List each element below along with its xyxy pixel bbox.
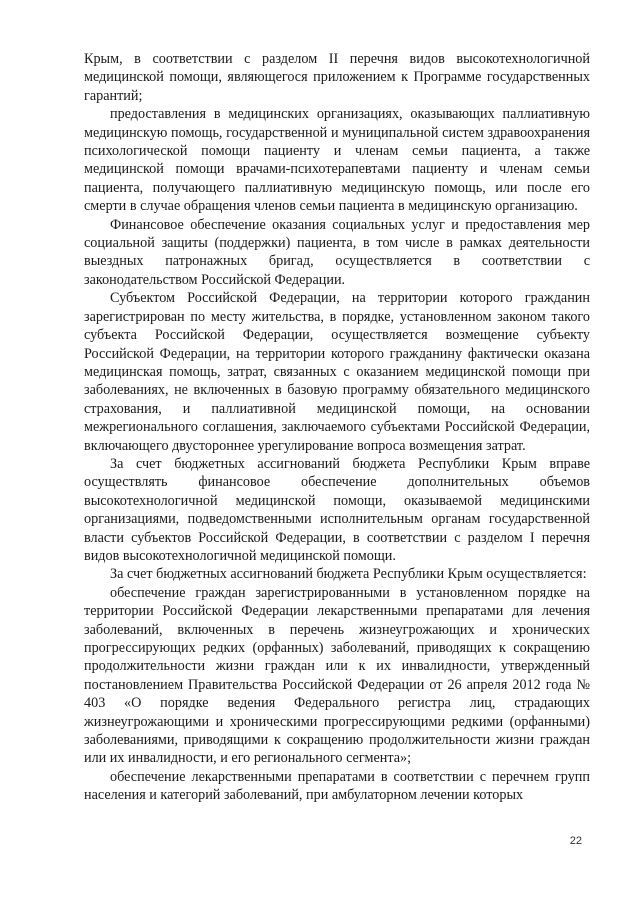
paragraph: Субъектом Российской Федерации, на территории которого гражданин зарегистрирован по месту жительства, в порядке, установленном законом такого субъекта Российской Федерации, осуществляется возмещение субъекту Российской Федерации, на территории которого гражданину фактически оказана медицинская помощь, затрат, связанных с оказанием медицинской помощи при заболеваниях, не включенных в базовую программу обязательного медицинского страхования, и паллиативной медицинской помощи, на основании межрегионального соглашения, заключаемого субъектами Российской Федерации, включающего двустороннее урегулирование вопроса возмещения затрат. bbox=[84, 290, 590, 454]
document-body bbox=[84, 50, 590, 805]
paragraph: предоставления в медицинских организациях, оказывающих паллиативную медицинскую помощь, государственной и муниципальной систем здравоохранения психологической помощи пациенту и членам семьи пациента, а также медицинской помощи врачами-психотерапевтами пациенту и членам семьи пациента, получающего паллиативную медицинскую помощь, или после его смерти в случае обращения членов семьи пациента в медицинскую организацию. bbox=[84, 106, 590, 215]
paragraph: Крым, в соответствии с разделом II перечня видов высокотехнологичной медицинской помощи, являющегося приложением к Программе государственных гарантий; bbox=[84, 51, 590, 104]
paragraph: За счет бюджетных ассигнований бюджета Республики Крым вправе осуществлять финансовое обеспечение дополнительных объемов высокотехнологичной медицинской помощи, оказываемой медицинскими организациями, подведомственными исполнительным органам государственной власти субъектов Российской Федерации, в соответствии с разделом I перечня видов высокотехнологичной медицинской помощи. bbox=[84, 455, 590, 564]
paragraph: обеспечение лекарственными препаратами в соответствии с перечнем групп населения и категорий заболеваний, при амбулаторном лечении которых bbox=[84, 768, 590, 804]
page-number: 22 bbox=[569, 835, 582, 847]
paragraph: Финансовое обеспечение оказания социальных услуг и предоставления мер социальной защиты (поддержки) пациента, в том числе в рамках деятельности выездных патронажных бригад, осуществляется в соответствии с законодательством Российской Федерации. bbox=[84, 216, 590, 288]
paragraph: обеспечение граждан зарегистрированными в установленном порядке на территории Российской Федерации лекарственными препаратами для лечения заболеваний, включенных в перечень жизнеугрожающих и хронических прогрессирующих редких (орфанных) заболеваний, приводящих к сокращению продолжительности жизни граждан или к их инвалидности, утвержденный постановлением Правительства Российской Федерации от 26 апреля 2012 года № 403 «О порядке ведения Федерального регистра лиц, страдающих жизнеугрожающими и хроническими прогрессирующими редкими (орфанными) заболеваниями, приводящими к сокращению продолжительности жизни граждан или их инвалидности, и его регионального сегмента»; bbox=[84, 584, 590, 767]
paragraph: За счет бюджетных ассигнований бюджета Республики Крым осуществляется: bbox=[110, 566, 587, 583]
